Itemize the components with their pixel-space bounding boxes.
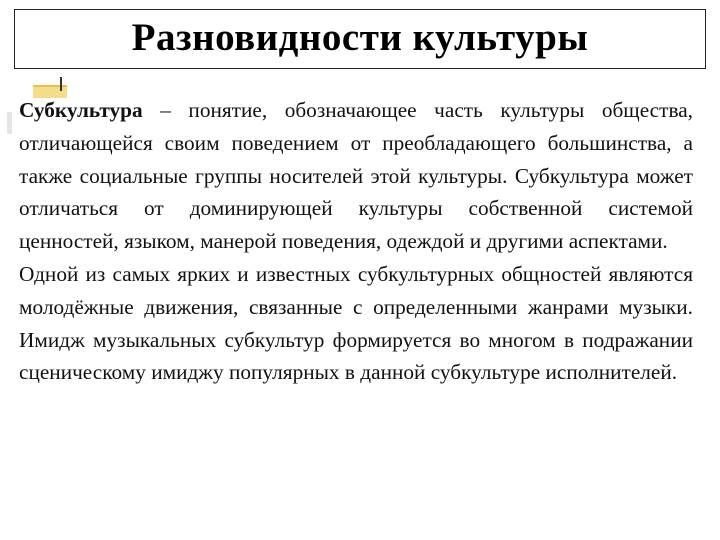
paragraph-definition [19,94,693,258]
slide-body [19,94,693,389]
title-box [14,9,706,69]
paragraph-youth-movements [19,258,693,389]
paragraph-definition-text: – понятие, обозначающее часть культуры общества, отличающейся своим поведением от преобладающего большинства, а также социальные группы носителей этой культуры. Субкультура может отличаться от доминирующей культуры собственной системой ценностей, языком, манерой поведения, одеждой и другими аспектами. [19,98,693,254]
decorative-bar-icon [6,112,14,134]
slide-title: Разновидности культуры [131,15,589,59]
term-subculture: Субкультура [19,98,143,122]
paragraph-youth-movements-text: Одной из самых ярких и известных субкультурных общностей являются молодёжные движения, связанные с определенными жанрами музыки. Имидж музыкальных субкультур формируется во многом в подражании сценическому имиджу популярных в данной субкультуре исполнителей. [19,261,693,385]
